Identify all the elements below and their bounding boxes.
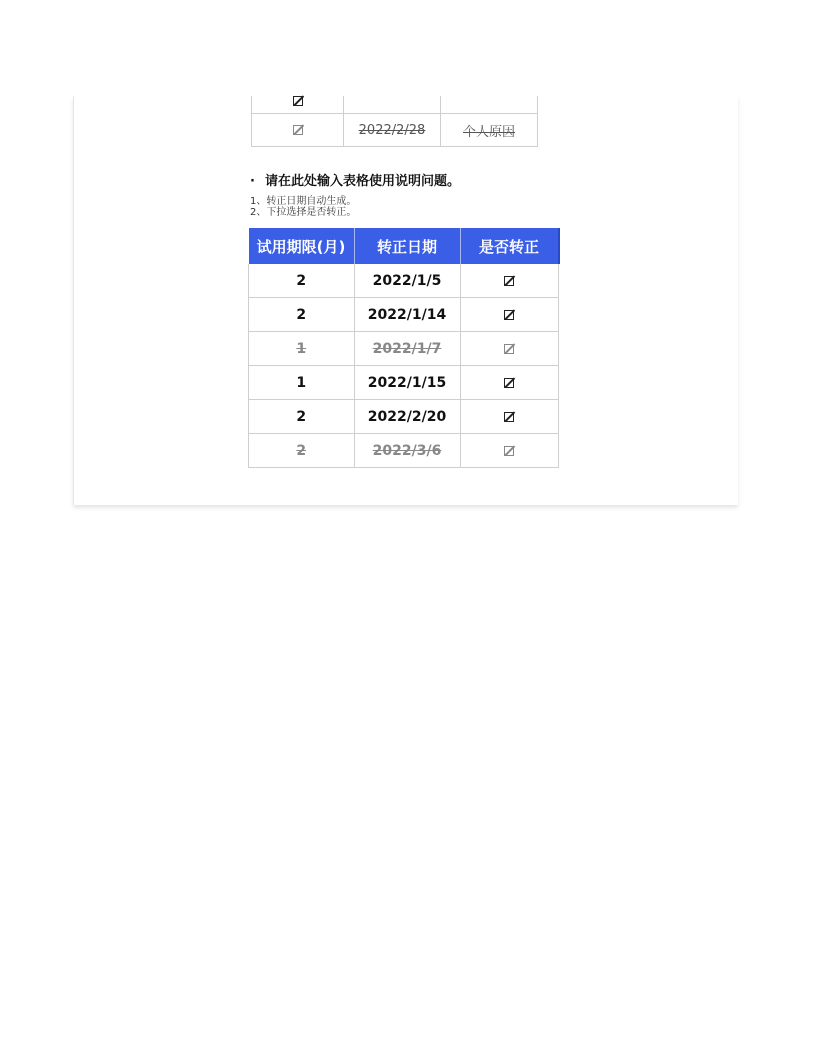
bullet: ·	[250, 174, 255, 189]
converted-cell[interactable]	[460, 298, 559, 332]
converted-cell[interactable]	[460, 366, 559, 400]
months-cell[interactable]: 2	[249, 298, 355, 332]
checkbox-checked-icon[interactable]	[293, 96, 303, 106]
table-row	[249, 434, 559, 468]
checkbox-checked-icon[interactable]	[504, 378, 514, 388]
date-cell[interactable]: 2022/1/14	[354, 298, 460, 332]
checkbox-checked-icon[interactable]	[504, 446, 514, 456]
months-cell[interactable]: 2	[249, 434, 355, 468]
column-header-converted: 是否转正	[460, 228, 559, 264]
date-cell[interactable]: 2022/1/5	[354, 264, 460, 298]
date-cell[interactable]: 2022/1/7	[354, 332, 460, 366]
heading-text: 请在此处输入表格使用说明问题。	[264, 174, 460, 189]
checkbox-checked-icon[interactable]	[504, 412, 514, 422]
column-header-months: 试用期限(月)	[249, 228, 355, 264]
checkbox-checked-icon[interactable]	[504, 276, 514, 286]
date-cell[interactable]: 2022/3/6	[354, 434, 460, 468]
months-cell[interactable]: 1	[249, 366, 355, 400]
note-line: 2、下拉选择是否转正。	[250, 207, 357, 218]
converted-cell[interactable]	[460, 400, 559, 434]
table-row	[249, 366, 559, 400]
table-header-row	[249, 228, 559, 264]
months-cell[interactable]: 2	[249, 264, 355, 298]
table-row	[252, 114, 538, 147]
reason-cell: 个人原因	[441, 114, 538, 147]
date-cell[interactable]: 2022/2/20	[354, 400, 460, 434]
table-row	[249, 298, 559, 332]
checkbox-checked-icon[interactable]	[504, 310, 514, 320]
table-row	[249, 400, 559, 434]
converted-cell[interactable]	[460, 434, 559, 468]
table-row	[249, 332, 559, 366]
checkbox-checked-icon[interactable]	[293, 125, 303, 135]
checkbox-checked-icon[interactable]	[504, 344, 514, 354]
table-body	[249, 264, 559, 468]
note-line: 1、转正日期自动生成。	[250, 196, 357, 207]
months-cell[interactable]: 2	[249, 400, 355, 434]
converted-cell[interactable]	[460, 264, 559, 298]
table-row	[252, 96, 538, 114]
date-cell[interactable]: 2022/1/15	[354, 366, 460, 400]
months-cell[interactable]: 1	[249, 332, 355, 366]
table-row	[249, 264, 559, 298]
date-cell: 2022/2/28	[344, 114, 441, 147]
probation-table	[248, 228, 560, 468]
column-header-date: 转正日期	[354, 228, 460, 264]
top-table-partial	[251, 96, 538, 147]
converted-cell[interactable]	[460, 332, 559, 366]
table-instructions-heading	[250, 170, 460, 189]
